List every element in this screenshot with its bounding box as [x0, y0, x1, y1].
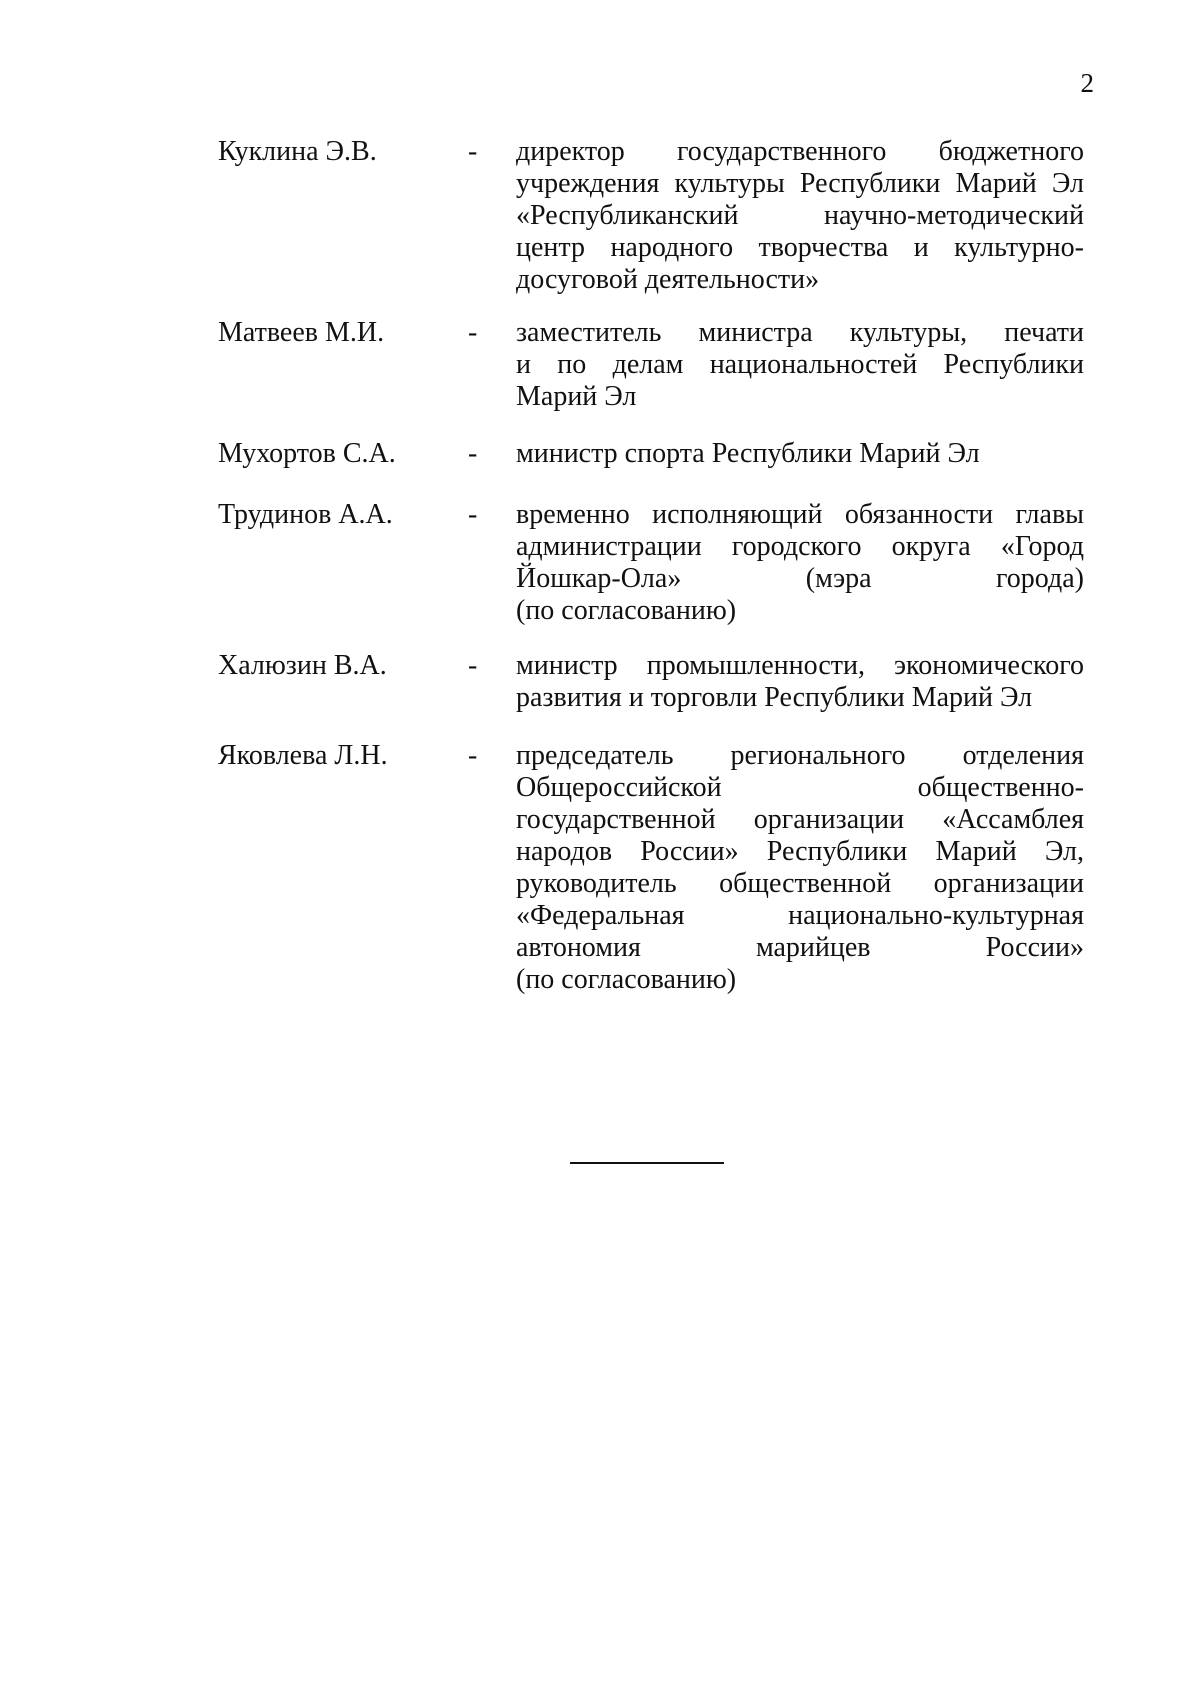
member-role [516, 499, 1084, 627]
member-role-line: председатель регионального отделения [516, 740, 1084, 771]
member-role-line: «Республиканский научно-методический [516, 200, 1084, 231]
member-role [516, 650, 1084, 714]
member-role-line: заместитель министра культуры, печати [516, 317, 1084, 348]
member-row [0, 136, 1200, 295]
member-role-line: автономия марийцев России» [516, 932, 1084, 963]
member-dash: - [468, 317, 478, 348]
member-row [0, 499, 1200, 626]
member-role-line: досуговой деятельности» [516, 264, 820, 295]
page-number: 2 [1080, 68, 1094, 98]
member-role [516, 740, 1084, 996]
member-role-line: и по делам национальностей Республики [516, 349, 1084, 380]
member-role-line: администрации городского округа «Город [516, 531, 1084, 562]
member-row [0, 317, 1200, 412]
member-dash: - [468, 650, 478, 681]
member-role [516, 317, 1084, 413]
member-dash: - [468, 136, 478, 167]
member-role-line: Общероссийской общественно- [516, 772, 1084, 803]
member-role-line: народов России» Республики Марий Эл, [516, 836, 1084, 867]
member-role-line: временно исполняющий обязанности главы [516, 499, 1084, 530]
closing-rule [570, 1162, 724, 1164]
member-name: Яковлева Л.Н. [218, 740, 388, 771]
member-row [0, 740, 1200, 995]
member-name: Халюзин В.А. [218, 650, 387, 681]
member-role-line: Йошкар-Ола» (мэра города) [516, 563, 1084, 594]
member-role [516, 438, 1084, 470]
member-dash: - [468, 438, 478, 469]
member-dash: - [468, 740, 478, 771]
member-role-line: министр промышленности, экономического [516, 650, 1084, 681]
member-name: Трудинов А.А. [218, 499, 393, 530]
member-role-line: государственной организации «Ассамблея [516, 804, 1084, 835]
member-role-line: (по согласованию) [516, 964, 737, 995]
member-name: Матвеев М.И. [218, 317, 385, 348]
member-role-line: центр народного творчества и культурно- [516, 232, 1084, 263]
member-role-line: (по согласованию) [516, 595, 737, 626]
member-dash: - [468, 499, 478, 530]
member-role-line: руководитель общественной организации [516, 868, 1084, 899]
member-role-line: «Федеральная национально-культурная [516, 900, 1084, 931]
member-role-line: директор государственного бюджетного [516, 136, 1084, 167]
member-role-line: Марий Эл [516, 381, 637, 412]
member-role-line: министр спорта Республики Марий Эл [516, 438, 980, 469]
member-role-line: развития и торговли Республики Марий Эл [516, 682, 1033, 713]
member-role-line: учреждения культуры Республики Марий Эл [516, 168, 1084, 199]
member-role [516, 136, 1084, 296]
member-row [0, 650, 1200, 713]
member-row [0, 438, 1200, 470]
member-name: Куклина Э.В. [218, 136, 377, 167]
member-name: Мухортов С.А. [218, 438, 396, 469]
